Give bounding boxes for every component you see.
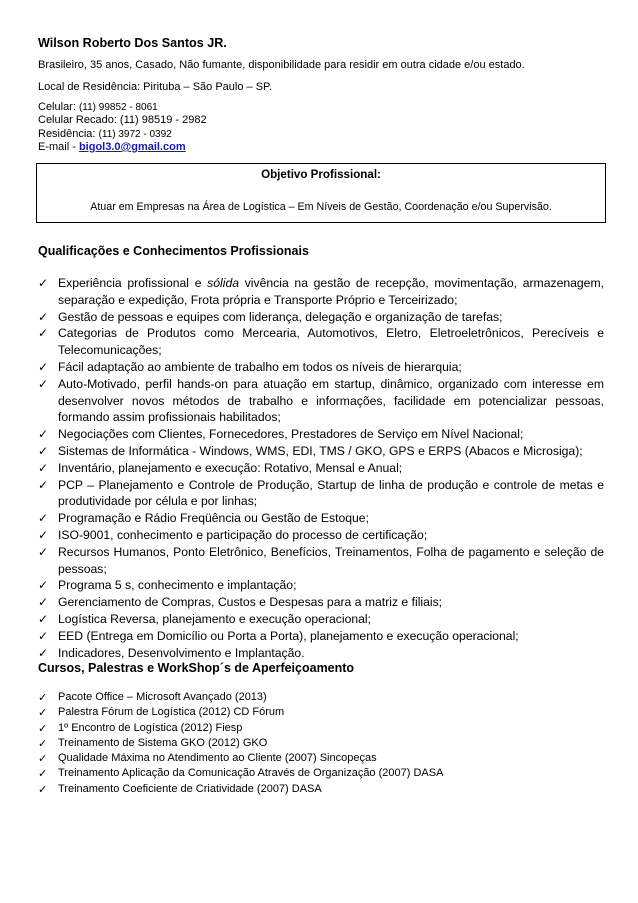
course-text: 1º Encontro de Logística (2012) Fiesp [58, 721, 243, 734]
qualification-text: Categorias de Produtos como Mercearia, Automotivos, Eletro, Eletroeletrônicos, Perecíveis e Telecomunicações; [58, 326, 604, 358]
objective-title: Objetivo Profissional: [261, 168, 381, 181]
checkmark-icon: ✓ [38, 511, 49, 526]
checkmark-icon: ✓ [38, 611, 49, 626]
course-item [38, 690, 604, 705]
qualification-text: Fácil adaptação ao ambiente de trabalho em todos os níveis de hierarquia; [58, 359, 462, 374]
qualification-item [38, 628, 604, 645]
email-line [38, 141, 186, 153]
qualification-item [38, 275, 604, 309]
qualification-item [38, 460, 604, 477]
checkmark-icon: ✓ [38, 628, 49, 643]
checkmark-icon: ✓ [38, 721, 48, 735]
course-text: Qualidade Máxima no Atendimento ao Cliente (2007) Sincopeças [58, 752, 377, 765]
checkmark-icon: ✓ [38, 477, 49, 492]
checkmark-icon: ✓ [38, 276, 49, 290]
qualification-item [38, 611, 604, 628]
qualification-text: Inventário, planejamento e execução: Rotativo, Mensal e Anual; [58, 460, 403, 475]
course-text: Palestra Fórum de Logística (2012) CD Fórum [58, 706, 285, 719]
qualification-item [38, 376, 604, 426]
qualification-text: Negociações com Clientes, Fornecedores, Prestadores de Serviço em Nível Nacional; [58, 427, 524, 442]
qualification-item [38, 443, 604, 460]
checkmark-icon: ✓ [38, 309, 49, 324]
qualifications-title: Qualificações e Conhecimentos Profissionais [38, 244, 309, 258]
qualification-text: Programa 5 s, conhecimento e implantação; [58, 578, 297, 593]
qualification-text: Programação e Rádio Freqüência ou Gestão de Estoque; [58, 511, 369, 526]
checkmark-icon: ✓ [38, 578, 49, 593]
course-item [38, 782, 604, 797]
qualification-item [38, 477, 604, 511]
cellular-label: Celular: [38, 101, 76, 113]
checkmark-icon: ✓ [38, 645, 49, 660]
checkmark-icon: ✓ [38, 376, 49, 391]
course-text: Treinamento Aplicação da Comunicação Através de Organização (2007) DASA [58, 767, 444, 780]
objective-box [36, 163, 606, 223]
course-text: Treinamento Coeficiente de Criatividade (2007) DASA [58, 782, 322, 795]
qualification-text: Experiência profissional e [58, 276, 208, 290]
qualification-item [38, 577, 604, 594]
course-text: Treinamento de Sistema GKO (2012) GKO [58, 736, 268, 749]
residence-info: Local de Residência: Pirituba – São Paulo – SP. [38, 81, 273, 93]
email-link[interactable]: bigol3.0@gmail.com [78, 141, 186, 153]
qualification-text: EED (Entrega em Domicílio ou Porta a Porta), planejamento e execução operacional; [58, 628, 519, 643]
checkmark-icon: ✓ [38, 326, 49, 341]
qualification-item [38, 510, 604, 527]
checkmark-icon: ✓ [38, 544, 49, 559]
qualification-item [38, 309, 604, 326]
qualification-text: Gestão de pessoas e equipes com liderança, delegação e organização de tarefas; [58, 309, 503, 324]
qualification-item [38, 645, 604, 662]
home-phone-label: Residência: [38, 128, 96, 140]
checkmark-icon: ✓ [38, 782, 48, 796]
qualification-text: Sistemas de Informática - Windows, WMS, EDI, TMS / GKO, GPS e ERPS (Abacos e Microsiga); [58, 443, 583, 458]
checkmark-icon: ✓ [38, 736, 48, 750]
course-text: Pacote Office – Microsoft Avançado (2013) [58, 691, 267, 703]
checkmark-icon: ✓ [38, 443, 49, 458]
course-item [38, 705, 604, 720]
checkmark-icon: ✓ [38, 767, 48, 781]
cellular-line [38, 101, 158, 113]
cellular-value: (11) 99852 - 8061 [78, 102, 158, 113]
checkmark-icon: ✓ [38, 691, 48, 704]
qualification-text: Gerenciamento de Compras, Custos e Despesas para a matriz e filiais; [58, 595, 443, 610]
checkmark-icon: ✓ [38, 427, 49, 442]
candidate-name: Wilson Roberto Dos Santos JR. [38, 36, 227, 50]
qualification-text: Recursos Humanos, Ponto Eletrônico, Benefícios, Treinamentos, Folha de pagamento e seleção de pessoas; [58, 544, 604, 576]
objective-text: Atuar em Empresas na Área de Logística – Em Níveis de Gestão, Coordenação e/ou Supervisão. [90, 201, 552, 213]
qualification-item [38, 426, 604, 443]
qualification-item [38, 325, 604, 359]
course-item [38, 736, 604, 751]
home-phone-value: (11) 3972 - 0392 [98, 129, 172, 140]
message-cell-line: Celular Recado: (11) 98519 - 2982 [38, 114, 207, 126]
course-item [38, 721, 604, 736]
qualifications-list [38, 275, 604, 661]
qualification-text: PCP – Planejamento e Controle de Produção, Startup de linha de produção e controle de metas e produtividade por célula e por linhas; [58, 477, 604, 509]
course-item [38, 751, 604, 766]
checkmark-icon: ✓ [38, 527, 49, 542]
email-label: E-mail - [38, 141, 76, 153]
course-item [38, 766, 604, 781]
qualification-emphasis: sólida [207, 276, 240, 290]
checkmark-icon: ✓ [38, 359, 49, 374]
qualification-text: Logística Reversa, planejamento e execução operacional; [58, 611, 372, 626]
checkmark-icon: ✓ [38, 460, 49, 475]
checkmark-icon: ✓ [38, 706, 48, 720]
qualification-item [38, 527, 604, 544]
qualification-item [38, 359, 604, 376]
qualification-text: Indicadores, Desenvolvimento e Implantação. [58, 645, 305, 660]
qualification-text-continued: vivência na gestão de recepção, movimentação, armazenagem, separação e expedição, Frota própria e Transporte Próprio e Terceirizado; [58, 276, 604, 307]
checkmark-icon: ✓ [38, 752, 48, 766]
qualification-item [38, 594, 604, 611]
qualification-text: ISO-9001, conhecimento e participação do processo de certificação; [58, 527, 428, 542]
checkmark-icon: ✓ [38, 595, 49, 610]
qualification-item [38, 544, 604, 578]
personal-info: Brasileiro, 35 anos, Casado, Não fumante, disponibilidade para residir em outra cidade e/ou estado. [38, 59, 525, 71]
courses-list [38, 690, 604, 797]
home-phone-line [38, 128, 172, 140]
courses-title: Cursos, Palestras e WorkShop´s de Aperfeiçoamento [38, 661, 355, 675]
qualification-text: Auto-Motivado, perfil hands-on para atuação em startup, dinâmico, organizado com interesse em desenvolver novos métodos de trabalho e informações, facilidade em potencializar pessoas, formando assim profissionais habilitados; [58, 376, 604, 425]
